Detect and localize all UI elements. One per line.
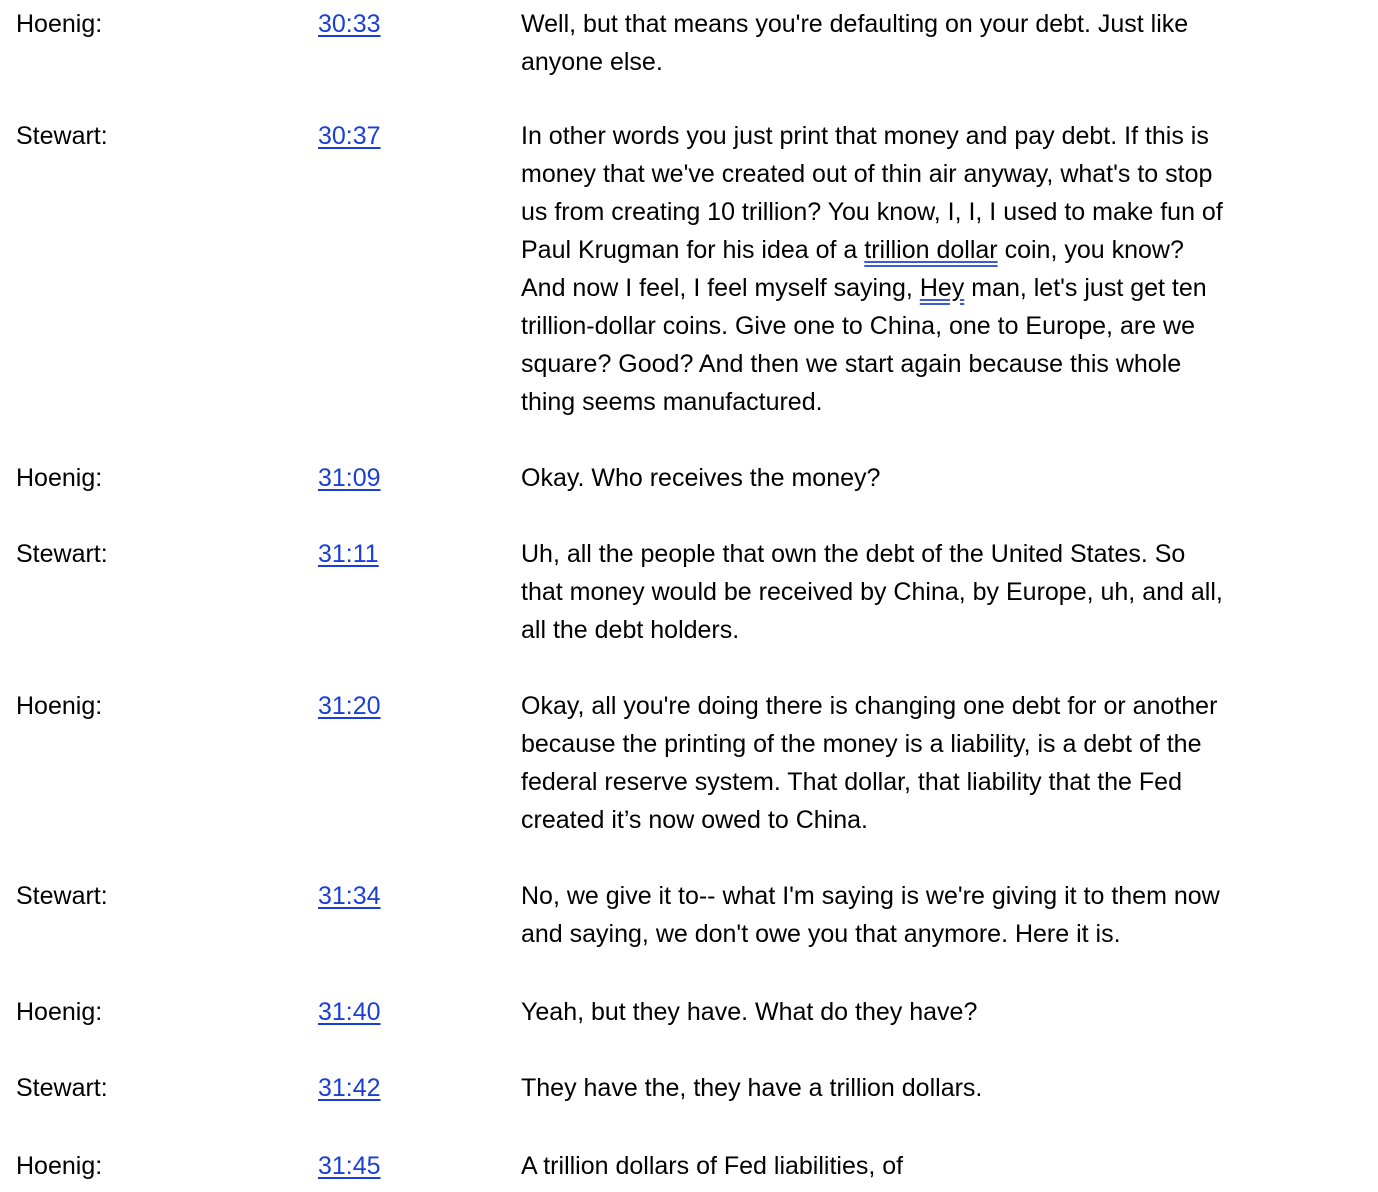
speaker-name: Stewart: <box>16 882 108 910</box>
timestamp-link[interactable]: 30:33 <box>318 10 381 38</box>
utterance-line: created it’s now owed to China. <box>521 806 868 834</box>
utterance-text <box>521 1069 1341 1107</box>
utterance-text <box>521 117 1341 421</box>
utterance-line: Well, but that means you're defaulting on your debt. Just like <box>521 10 1189 38</box>
utterance-line: us from creating 10 trillion? You know, I, I, I used to make fun of <box>521 198 1223 226</box>
utterance-line: federal reserve system. That dollar, that liability that the Fed <box>521 768 1182 796</box>
text-segment: Paul Krugman for his idea of a <box>521 236 865 264</box>
grammar-marked-phrase: Hey <box>919 274 965 302</box>
timestamp-link[interactable]: 31:42 <box>318 1074 381 1102</box>
timestamp-link[interactable]: 31:40 <box>318 998 381 1026</box>
utterance-line: money that we've created out of thin air anyway, what's to stop <box>521 160 1213 188</box>
timestamp-link[interactable]: 31:45 <box>318 1152 381 1180</box>
utterance-line: Uh, all the people that own the debt of the United States. So <box>521 540 1186 568</box>
utterance-text <box>521 877 1341 953</box>
utterance-line: No, we give it to-- what I'm saying is we're giving it to them now <box>521 882 1220 910</box>
utterance-line: Okay, all you're doing there is changing one debt for or another <box>521 692 1218 720</box>
utterance-line <box>521 269 1341 307</box>
timestamp-link[interactable]: 31:09 <box>318 464 381 492</box>
text-segment: man, let's just get ten <box>964 274 1207 302</box>
timestamp-link[interactable]: 31:11 <box>318 540 379 568</box>
utterance-text <box>521 687 1341 839</box>
speaker-name: Hoenig: <box>16 464 103 492</box>
speaker-name: Hoenig: <box>16 10 103 38</box>
utterance-text <box>521 993 1341 1031</box>
speaker-name: Stewart: <box>16 540 108 568</box>
text-segment: And now I feel, I feel myself saying, <box>521 274 920 302</box>
utterance-line <box>521 231 1341 269</box>
utterance-line: anyone else. <box>521 48 663 76</box>
speaker-name: Stewart: <box>16 1074 108 1102</box>
speaker-name: Hoenig: <box>16 692 103 720</box>
utterance-line: and saying, we don't owe you that anymore. Here it is. <box>521 920 1121 948</box>
utterance-line: that money would be received by China, by Europe, uh, and all, <box>521 578 1223 606</box>
utterance-line: square? Good? And then we start again because this whole <box>521 350 1182 378</box>
utterance-text <box>521 535 1341 649</box>
utterance-line: trillion-dollar coins. Give one to China, one to Europe, are we <box>521 312 1195 340</box>
timestamp-link[interactable]: 31:34 <box>318 882 381 910</box>
utterance-line: all the debt holders. <box>521 616 740 644</box>
speaker-name: Hoenig: <box>16 1152 103 1180</box>
utterance-line: Okay. Who receives the money? <box>521 464 881 492</box>
utterance-line: In other words you just print that money and pay debt. If this is <box>521 122 1209 150</box>
utterance-text <box>521 459 1341 497</box>
utterance-line: They have the, they have a trillion dollars. <box>521 1074 983 1102</box>
timestamp-link[interactable]: 31:20 <box>318 692 381 720</box>
speaker-name: Hoenig: <box>16 998 103 1026</box>
utterance-text <box>521 1147 1341 1185</box>
text-segment: coin, you know? <box>997 236 1184 264</box>
grammar-marked-phrase: trillion dollar <box>864 236 998 264</box>
utterance-line: because the printing of the money is a liability, is a debt of the <box>521 730 1202 758</box>
utterance-text <box>521 5 1341 81</box>
utterance-line: thing seems manufactured. <box>521 388 823 416</box>
utterance-line: Yeah, but they have. What do they have? <box>521 998 978 1026</box>
utterance-line: A trillion dollars of Fed liabilities, of <box>521 1152 904 1180</box>
speaker-name: Stewart: <box>16 122 108 150</box>
timestamp-link[interactable]: 30:37 <box>318 122 381 150</box>
